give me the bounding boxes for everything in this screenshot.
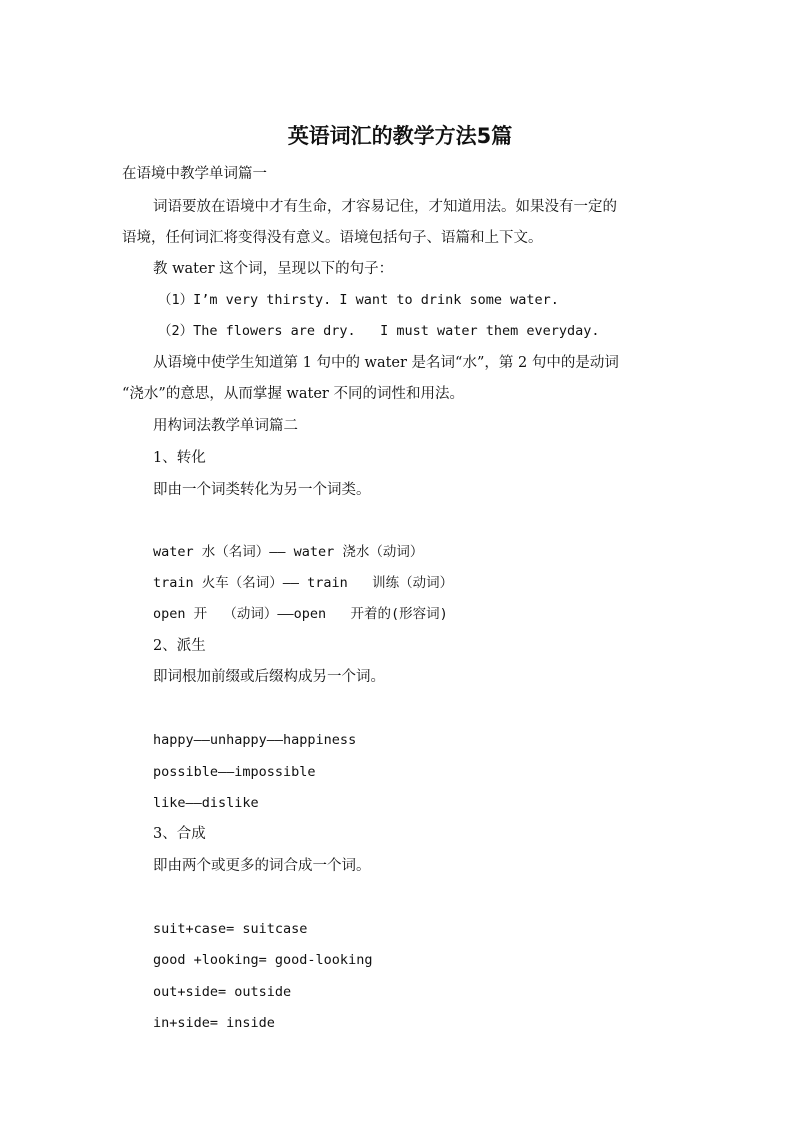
example-line: suit+case= suitcase xyxy=(153,921,308,937)
example-line: happy——unhappy——happiness xyxy=(153,732,357,748)
example-sentence-1: （1）I’m very thirsty. I want to drink some water. xyxy=(158,292,559,308)
paragraph-line: “浇水”的意思，从而掌握 water 不同的词性和用法。 xyxy=(122,386,464,402)
paragraph-line: 从语境中使学生知道第 1 句中的 water 是名词“水”，第 2 句中的是动词 xyxy=(153,355,619,371)
example-line: good +looking= good-looking xyxy=(153,952,373,968)
subheading-compounding: 3、合成 xyxy=(153,826,206,842)
example-line: in+side= inside xyxy=(153,1015,275,1031)
example-line: water 水（名词）—— water 浇水（动词） xyxy=(153,544,424,560)
example-line: out+side= outside xyxy=(153,984,292,1000)
example-line: possible——impossible xyxy=(153,764,316,780)
example-line: open 开 （动词）——open 开着的(形容词) xyxy=(153,606,448,622)
example-line: like——dislike xyxy=(153,795,259,811)
paragraph-line: 词语要放在语境中才有生命，才容易记住，才知道用法。如果没有一定的 xyxy=(153,199,617,215)
paragraph-line: 即由一个词类转化为另一个词类。 xyxy=(153,482,371,498)
section-heading-1: 在语境中教学单词篇一 xyxy=(122,166,267,182)
example-sentence-2: （2）The flowers are dry. I must water them everyday. xyxy=(158,323,600,339)
paragraph-line: 教 water 这个词，呈现以下的句子： xyxy=(153,261,394,277)
document-title: 英语词汇的教学方法5篇 xyxy=(287,124,513,148)
paragraph-line: 语境，任何词汇将变得没有意义。语境包括句子、语篇和上下文。 xyxy=(122,230,543,246)
section-heading-2: 用构词法教学单词篇二 xyxy=(153,418,298,434)
paragraph-line: 即由两个或更多的词合成一个词。 xyxy=(153,858,371,874)
subheading-conversion: 1、转化 xyxy=(153,450,206,466)
paragraph-line: 即词根加前缀或后缀构成另一个词。 xyxy=(153,669,385,685)
subheading-derivation: 2、派生 xyxy=(153,638,206,654)
example-line: train 火车（名词）—— train 训练（动词） xyxy=(153,575,454,591)
